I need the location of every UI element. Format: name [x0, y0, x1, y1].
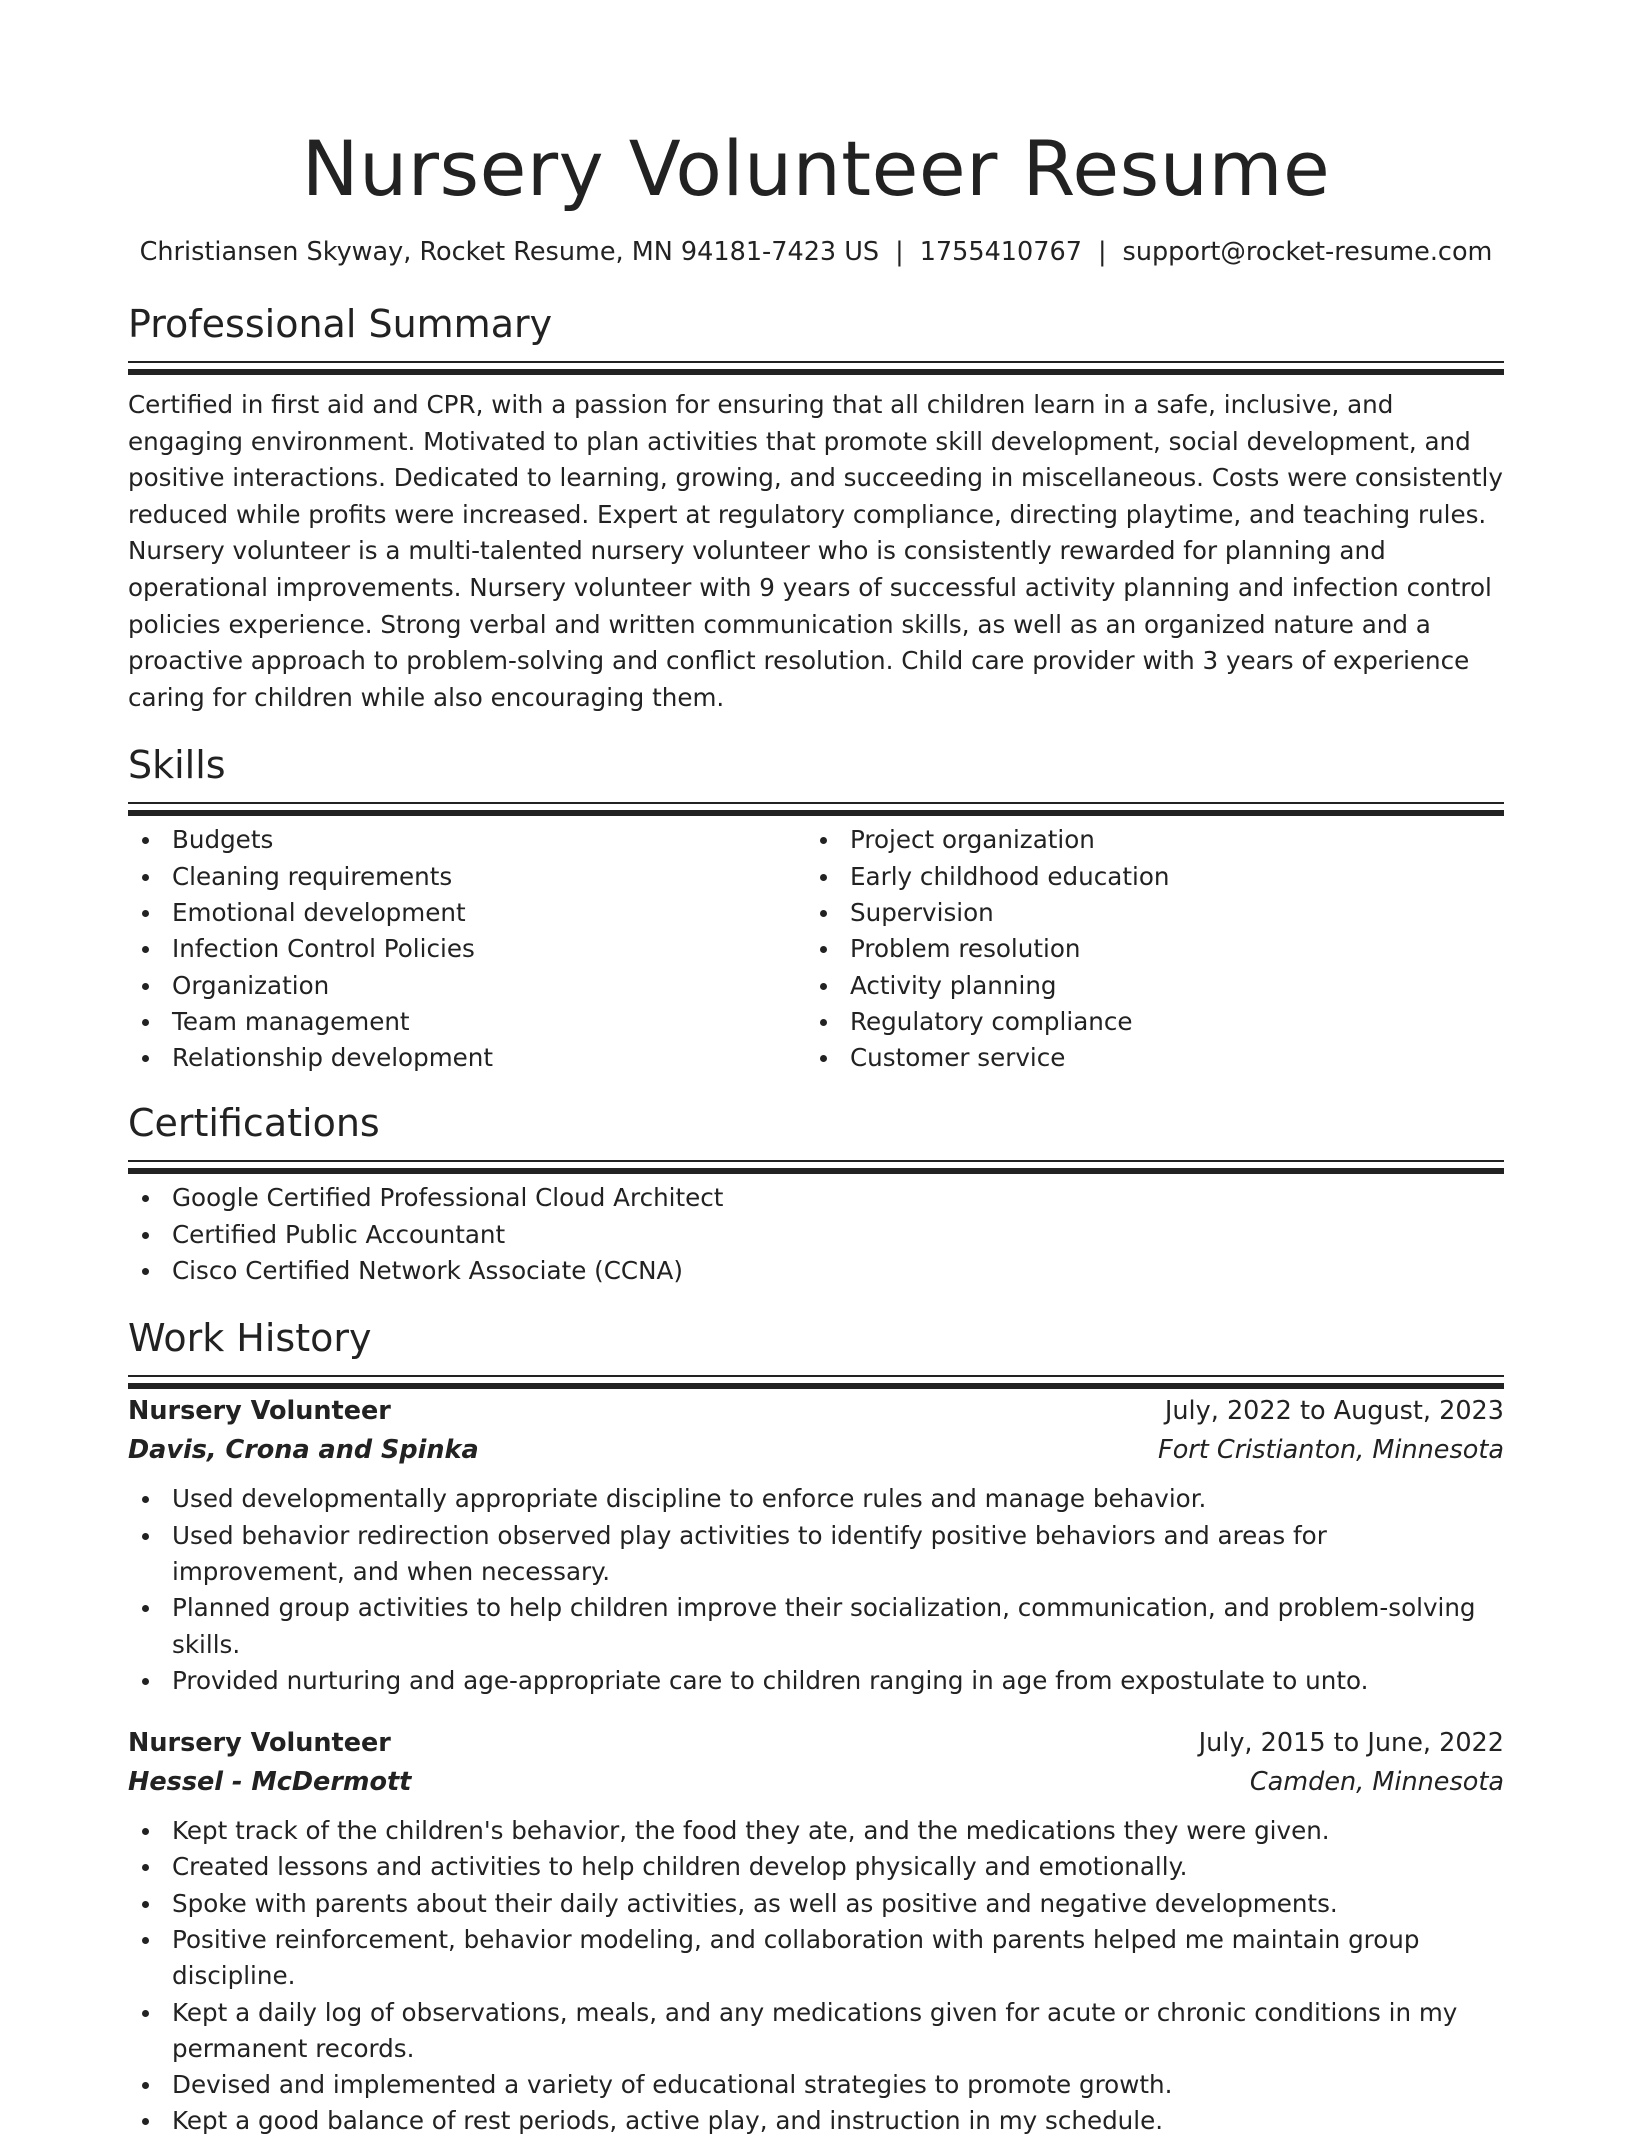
job-header	[128, 1723, 1504, 1763]
certification-item: Cisco Certified Network Associate (CCNA)	[172, 1253, 1504, 1289]
contact-line	[128, 235, 1504, 269]
skills-list-left	[128, 822, 806, 1076]
skills-column-left	[128, 822, 806, 1076]
skill-item: Emotional development	[172, 895, 806, 931]
skills-list-right	[806, 822, 1484, 1076]
job-dates: July, 2015 to June, 2022	[1198, 1728, 1504, 1759]
skill-item: Team management	[172, 1004, 806, 1040]
job-title: Nursery Volunteer	[128, 1728, 391, 1759]
skill-item: Supervision	[850, 895, 1484, 931]
job-bullet: Created lessons and activities to help children develop physically and emotionally.	[172, 1849, 1504, 1885]
certification-item: Certified Public Accountant	[172, 1217, 1504, 1253]
job-location: Camden, Minnesota	[1249, 1767, 1504, 1798]
job-company: Davis, Crona and Spinka	[128, 1435, 479, 1466]
section-divider	[128, 361, 1504, 363]
contact-separator: |	[895, 237, 904, 267]
section-divider	[128, 1375, 1504, 1377]
skills-section	[128, 740, 1504, 1076]
job-bullet: Positive reinforcement, behavior modeling, and collaboration with parents helped me maintain group discipline.	[172, 1922, 1504, 1995]
job-subheader	[128, 1431, 1504, 1469]
job-bullet: Kept a good balance of rest periods, active play, and instruction in my schedule.	[172, 2103, 1504, 2139]
contact-address: Christiansen Skyway, Rocket Resume, MN 94181-7423 US	[139, 237, 880, 267]
job-entry	[128, 1391, 1504, 1699]
job-bullet: Provided nurturing and age-appropriate care to children ranging in age from expostulate to unto.	[172, 1663, 1504, 1699]
skill-item: Activity planning	[850, 968, 1484, 1004]
section-divider	[128, 1160, 1504, 1162]
job-bullet: Kept track of the children's behavior, the food they ate, and the medications they were given.	[172, 1813, 1504, 1849]
summary-heading: Professional Summary	[128, 302, 553, 346]
work-history-section	[128, 1313, 1504, 2139]
job-entry	[128, 1723, 1504, 2140]
certifications-heading: Certifications	[128, 1101, 380, 1146]
job-location: Fort Cristianton, Minnesota	[1158, 1435, 1504, 1466]
certifications-section	[128, 1098, 1504, 1289]
resume-page	[128, 0, 1504, 2140]
summary-section	[128, 299, 1504, 716]
skills-grid	[128, 822, 1504, 1076]
job-bullet: Used behavior redirection observed play activities to identify positive behaviors and areas for improvement, and when necessary.	[172, 1518, 1504, 1591]
contact-separator: |	[1097, 237, 1107, 267]
skill-item: Early childhood education	[850, 859, 1484, 895]
job-bullets	[128, 1813, 1504, 2140]
job-company: Hessel - McDermott	[128, 1767, 412, 1798]
skill-item: Cleaning requirements	[172, 859, 806, 895]
job-title: Nursery Volunteer	[128, 1396, 391, 1427]
job-bullet: Kept a daily log of observations, meals, and any medications given for acute or chronic conditions in my permanent records.	[172, 1995, 1504, 2068]
job-bullet: Planned group activities to help children improve their socialization, communication, and problem-solving skills.	[172, 1590, 1504, 1663]
work-history-heading: Work History	[128, 1316, 372, 1361]
job-subheader	[128, 1763, 1504, 1801]
skill-item: Relationship development	[172, 1040, 806, 1076]
skill-item: Budgets	[172, 822, 806, 858]
contact-email[interactable]: support@rocket-resume.com	[1122, 237, 1493, 267]
job-bullet: Used developmentally appropriate discipline to enforce rules and manage behavior.	[172, 1481, 1504, 1517]
certifications-list	[128, 1180, 1504, 1289]
resume-title: Nursery Volunteer Resume	[301, 124, 1331, 213]
job-header	[128, 1391, 1504, 1431]
skill-item: Infection Control Policies	[172, 931, 806, 967]
job-bullets	[128, 1481, 1504, 1699]
job-bullet: Spoke with parents about their daily activities, as well as positive and negative developments.	[172, 1886, 1504, 1922]
skill-item: Regulatory compliance	[850, 1004, 1484, 1040]
skill-item: Organization	[172, 968, 806, 1004]
skill-item: Problem resolution	[850, 931, 1484, 967]
skill-item: Project organization	[850, 822, 1484, 858]
contact-phone: 1755410767	[919, 237, 1082, 267]
skills-heading: Skills	[128, 743, 226, 788]
certification-item: Google Certified Professional Cloud Architect	[172, 1180, 1504, 1216]
summary-text: Certified in first aid and CPR, with a passion for ensuring that all children learn in a safe, inclusive, and engaging environment. Motivated to plan activities that promote skill development, social development, and positive interactions. Dedicated to learning, growing, and succeeding in miscellaneous. Costs were consistently reduced while profits were increased. Expert at regulatory compliance, directing playtime, and teaching rules. Nursery volunteer is a multi-talented nursery volunteer who is consistently rewarded for planning and operational improvements. Nursery volunteer with 9 years of successful activity planning and infection control policies experience. Strong verbal and written communication skills, as well as an organized nature and a proactive approach to problem-solving and conflict resolution. Child care provider with 3 years of experience caring for children while also encouraging them.	[128, 390, 1503, 712]
job-dates: July, 2022 to August, 2023	[1164, 1396, 1504, 1427]
skill-item: Customer service	[850, 1040, 1484, 1076]
skills-column-right	[806, 822, 1484, 1076]
job-bullet: Devised and implemented a variety of educational strategies to promote growth.	[172, 2067, 1504, 2103]
section-divider	[128, 802, 1504, 804]
